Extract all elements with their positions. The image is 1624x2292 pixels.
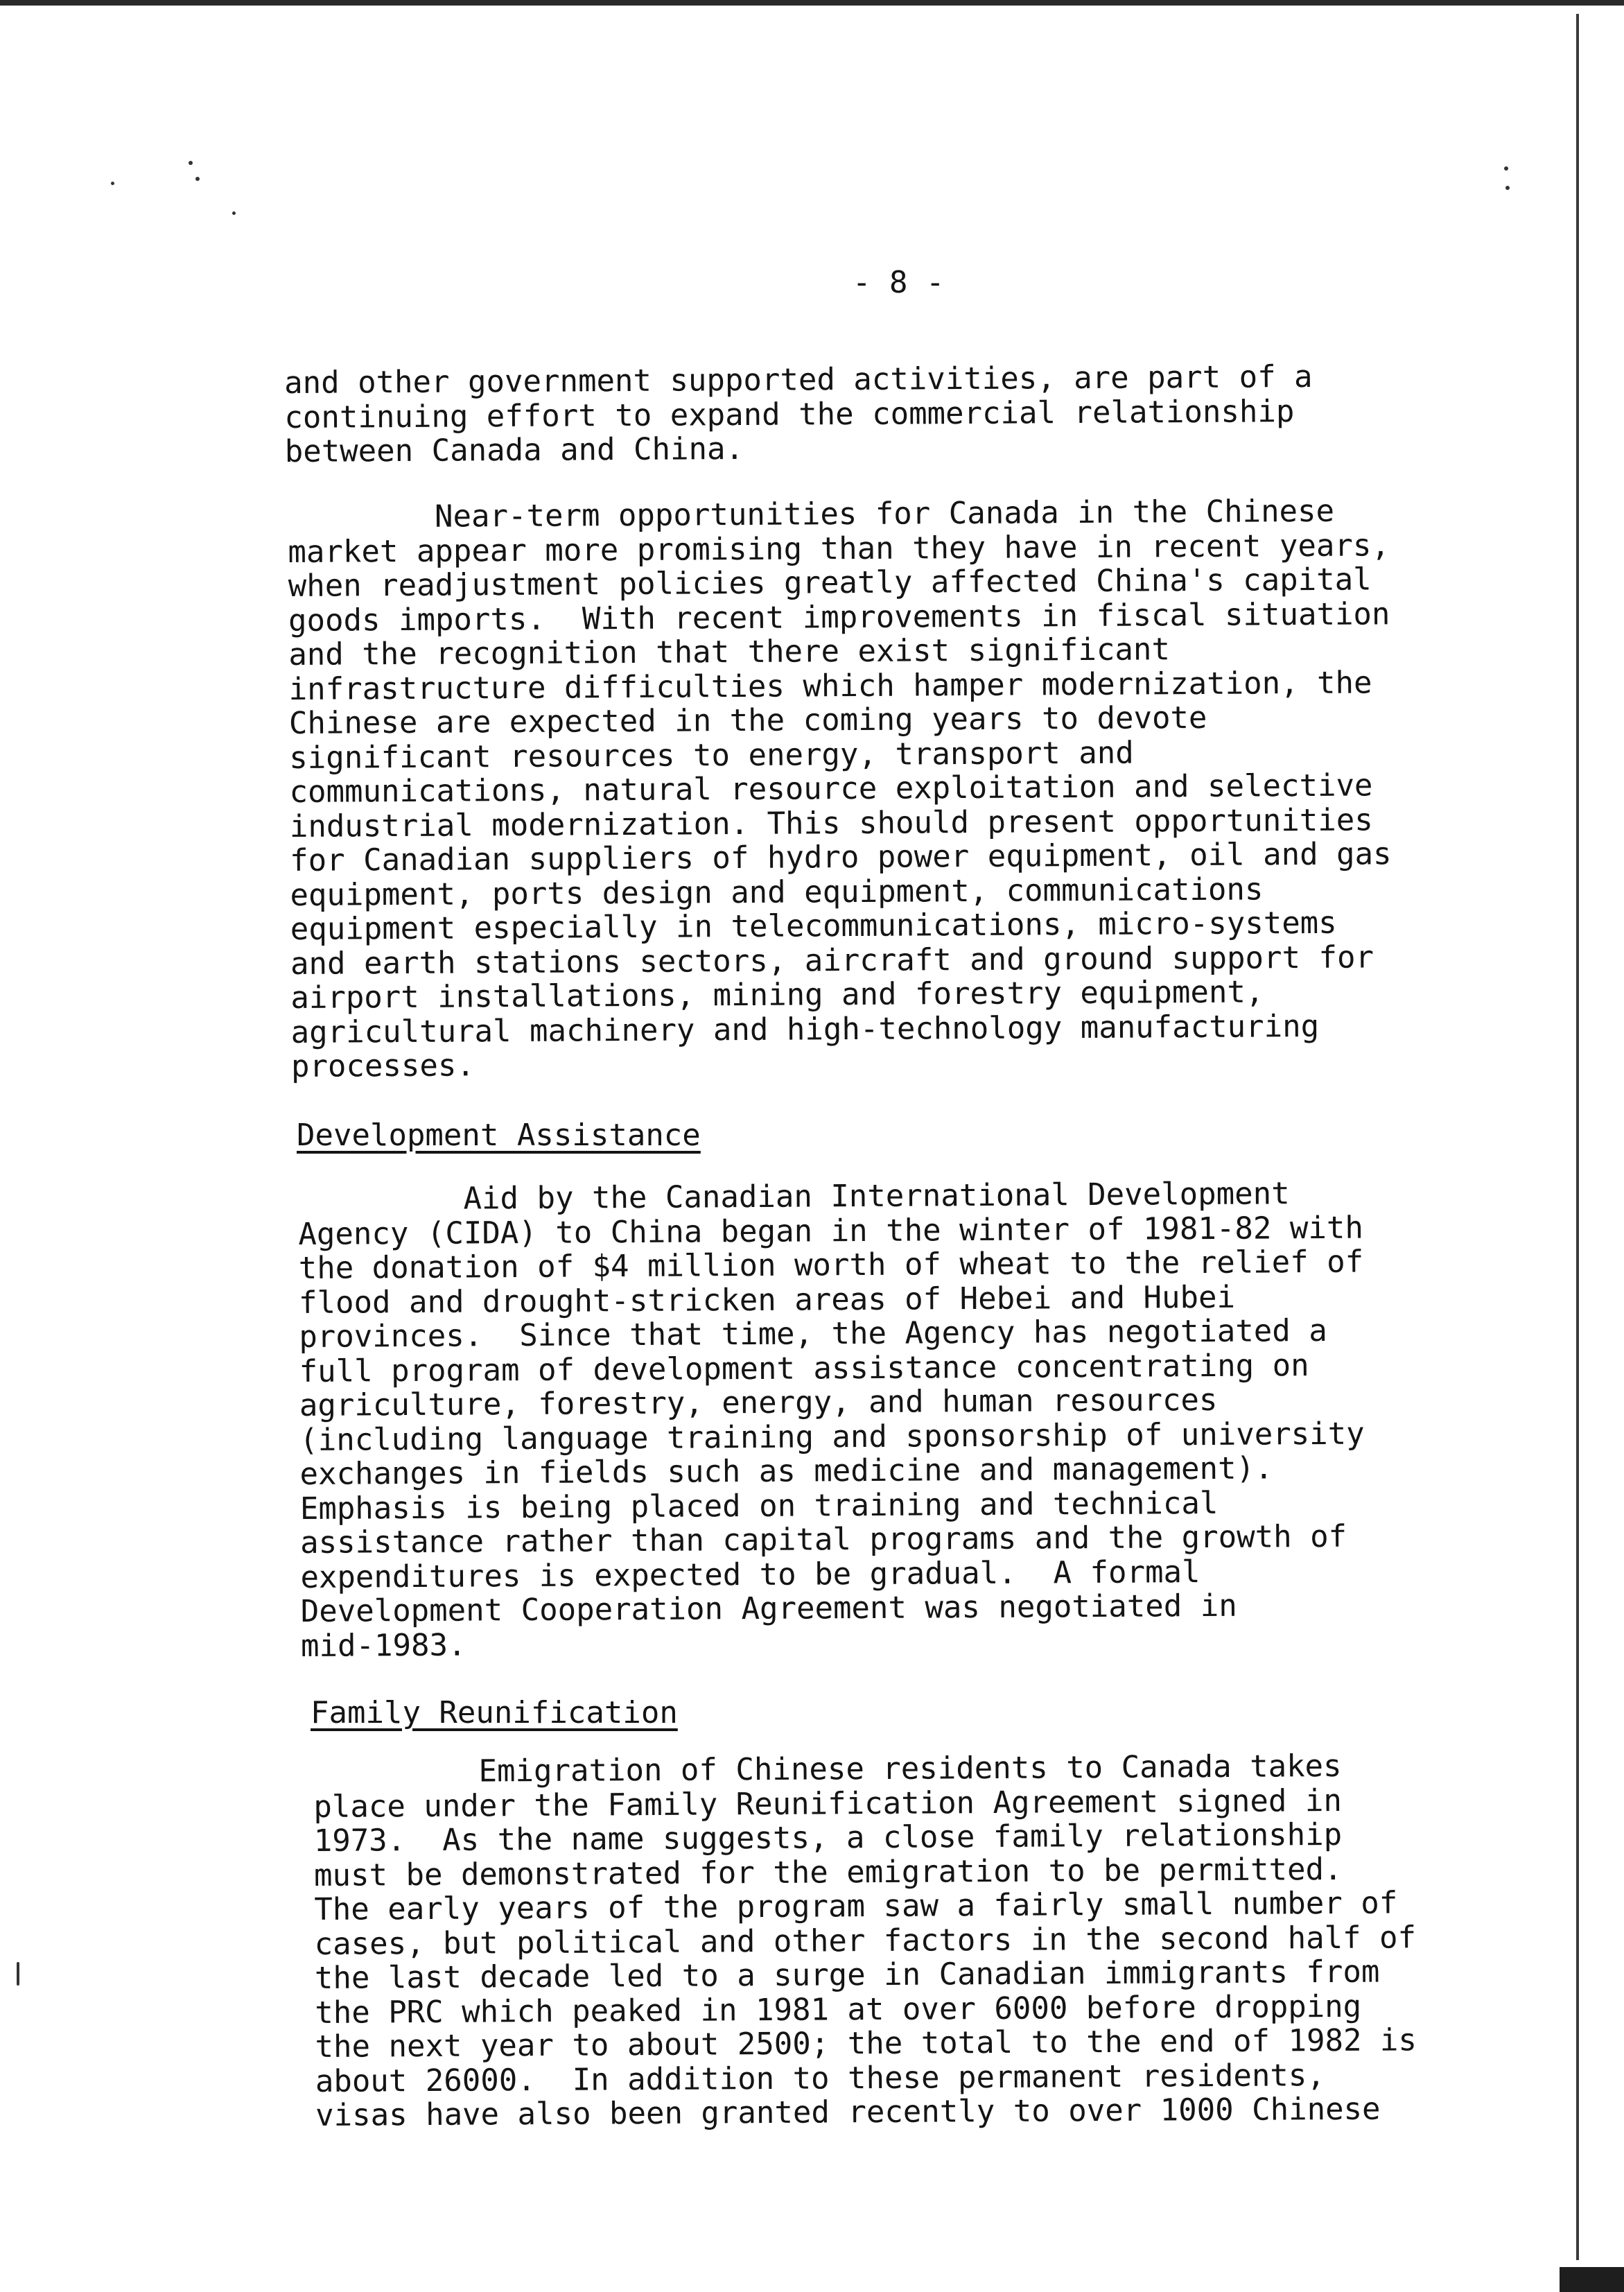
text-line: when readjustment policies greatly affected China's capital (288, 562, 1372, 604)
text-line: full program of development assistance concentrating on (299, 1347, 1309, 1389)
text-line: Emphasis is being placed on training and technical (299, 1485, 1219, 1527)
text-line: The early years of the program saw a fairly small number of (314, 1885, 1398, 1927)
scan-speck (17, 1962, 19, 1986)
text-line: Emigration of Chinese residents to Canada takes (313, 1748, 1342, 1790)
text-line: and the recognition that there exist significant (288, 632, 1171, 672)
scan-speck (1504, 166, 1508, 171)
text-line: Agency (CIDA) to China began in the winter of 1981-82 with (298, 1210, 1364, 1252)
text-line: equipment especially in telecommunications, micro-systems (290, 905, 1337, 947)
text-line: the next year to about 2500; the total to the end of 1982 is (315, 2022, 1417, 2065)
text-line: market appear more promising than they have in recent years, (288, 527, 1390, 570)
scan-right-edge (1576, 14, 1579, 2260)
text-line: significant resources to energy, transport and (289, 735, 1134, 776)
paragraph-development-assistance (298, 1177, 1366, 1663)
text-line: agricultural machinery and high-technology manufacturing (290, 1008, 1320, 1050)
text-line: infrastructure difficulties which hamper modernization, the (288, 664, 1372, 707)
scan-top-edge (0, 0, 1624, 6)
text-line: flood and drought-stricken areas of Hebei and Hubei (298, 1279, 1236, 1321)
text-line: mid-1983. (300, 1627, 466, 1664)
scan-speck (232, 211, 236, 215)
scan-speck (1505, 186, 1510, 190)
text-line: about 26000. In addition to these permanent residents, (315, 2057, 1325, 2099)
text-line: the PRC which peaked in 1981 at over 6000 before dropping (315, 1988, 1362, 2031)
text-line: the donation of $4 million worth of wheat to the relief of (298, 1244, 1364, 1286)
scan-speck (111, 182, 114, 185)
text-line: assistance rather than capital programs and the growth of (300, 1518, 1347, 1561)
text-line: must be demonstrated for the emigration to be permitted. (313, 1851, 1343, 1893)
text-line: Chinese are expected in the coming years to devote (288, 700, 1207, 741)
text-line: agriculture, forestry, energy, and human resources (299, 1382, 1218, 1423)
text-line: the last decade led to a surge in Canadian immigrants from (314, 1954, 1380, 1996)
scan-corner-mark (1560, 2267, 1624, 2292)
heading-family-reunification: Family Reunification (311, 1695, 678, 1730)
text-line: provinces. Since that time, the Agency has negotiated a (299, 1312, 1327, 1355)
text-line: Development Cooperation Agreement was negotiated in (300, 1588, 1237, 1629)
text-line: for Canadian suppliers of hydro power equipment, oil and gas (290, 836, 1392, 878)
text-line: goods imports. With recent improvements in fiscal situation (288, 596, 1390, 639)
paragraph-near-term-opportunities (288, 494, 1393, 1084)
text-line: communications, natural resource exploitation and selective (289, 767, 1373, 810)
text-line: expenditures is expected to be gradual. A formal (300, 1554, 1200, 1595)
text-line: place under the Family Reunification Agreement signed in (313, 1782, 1343, 1825)
scan-speck (189, 161, 193, 165)
text-line: cases, but political and other factors in the second half of (314, 1919, 1417, 1962)
scan-speck (195, 177, 200, 181)
text-line: Aid by the Canadian International Development (297, 1176, 1290, 1217)
text-line: industrial modernization. This should present opportunities (289, 801, 1373, 844)
text-line: continuing effort to expand the commercial relationship (284, 393, 1295, 435)
heading-development-assistance: Development Assistance (297, 1118, 701, 1153)
text-line: and other government supported activities, are part of a (283, 358, 1313, 401)
text-line: between Canada and China. (284, 431, 744, 469)
text-line: exchanges in fields such as medicine and management). (299, 1450, 1273, 1492)
text-line: airport installations, mining and forestry equipment, (290, 974, 1264, 1016)
text-line: processes. (290, 1048, 475, 1084)
page-number: - 8 - (853, 265, 945, 300)
paragraph-family-reunification (313, 1748, 1417, 2133)
text-line: Near-term opportunities for Canada in the Chinese (287, 493, 1335, 535)
text-line: 1973. As the name suggests, a close family relationship (313, 1816, 1343, 1859)
paragraph-intro (284, 360, 1313, 469)
text-line: visas have also been granted recently to over 1000 Chinese (315, 2091, 1381, 2133)
text-line: (including language training and sponsorship of university (299, 1416, 1365, 1458)
text-line: and earth stations sectors, aircraft and ground support for (290, 939, 1374, 982)
text-line: equipment, ports design and equipment, communications (290, 871, 1264, 913)
